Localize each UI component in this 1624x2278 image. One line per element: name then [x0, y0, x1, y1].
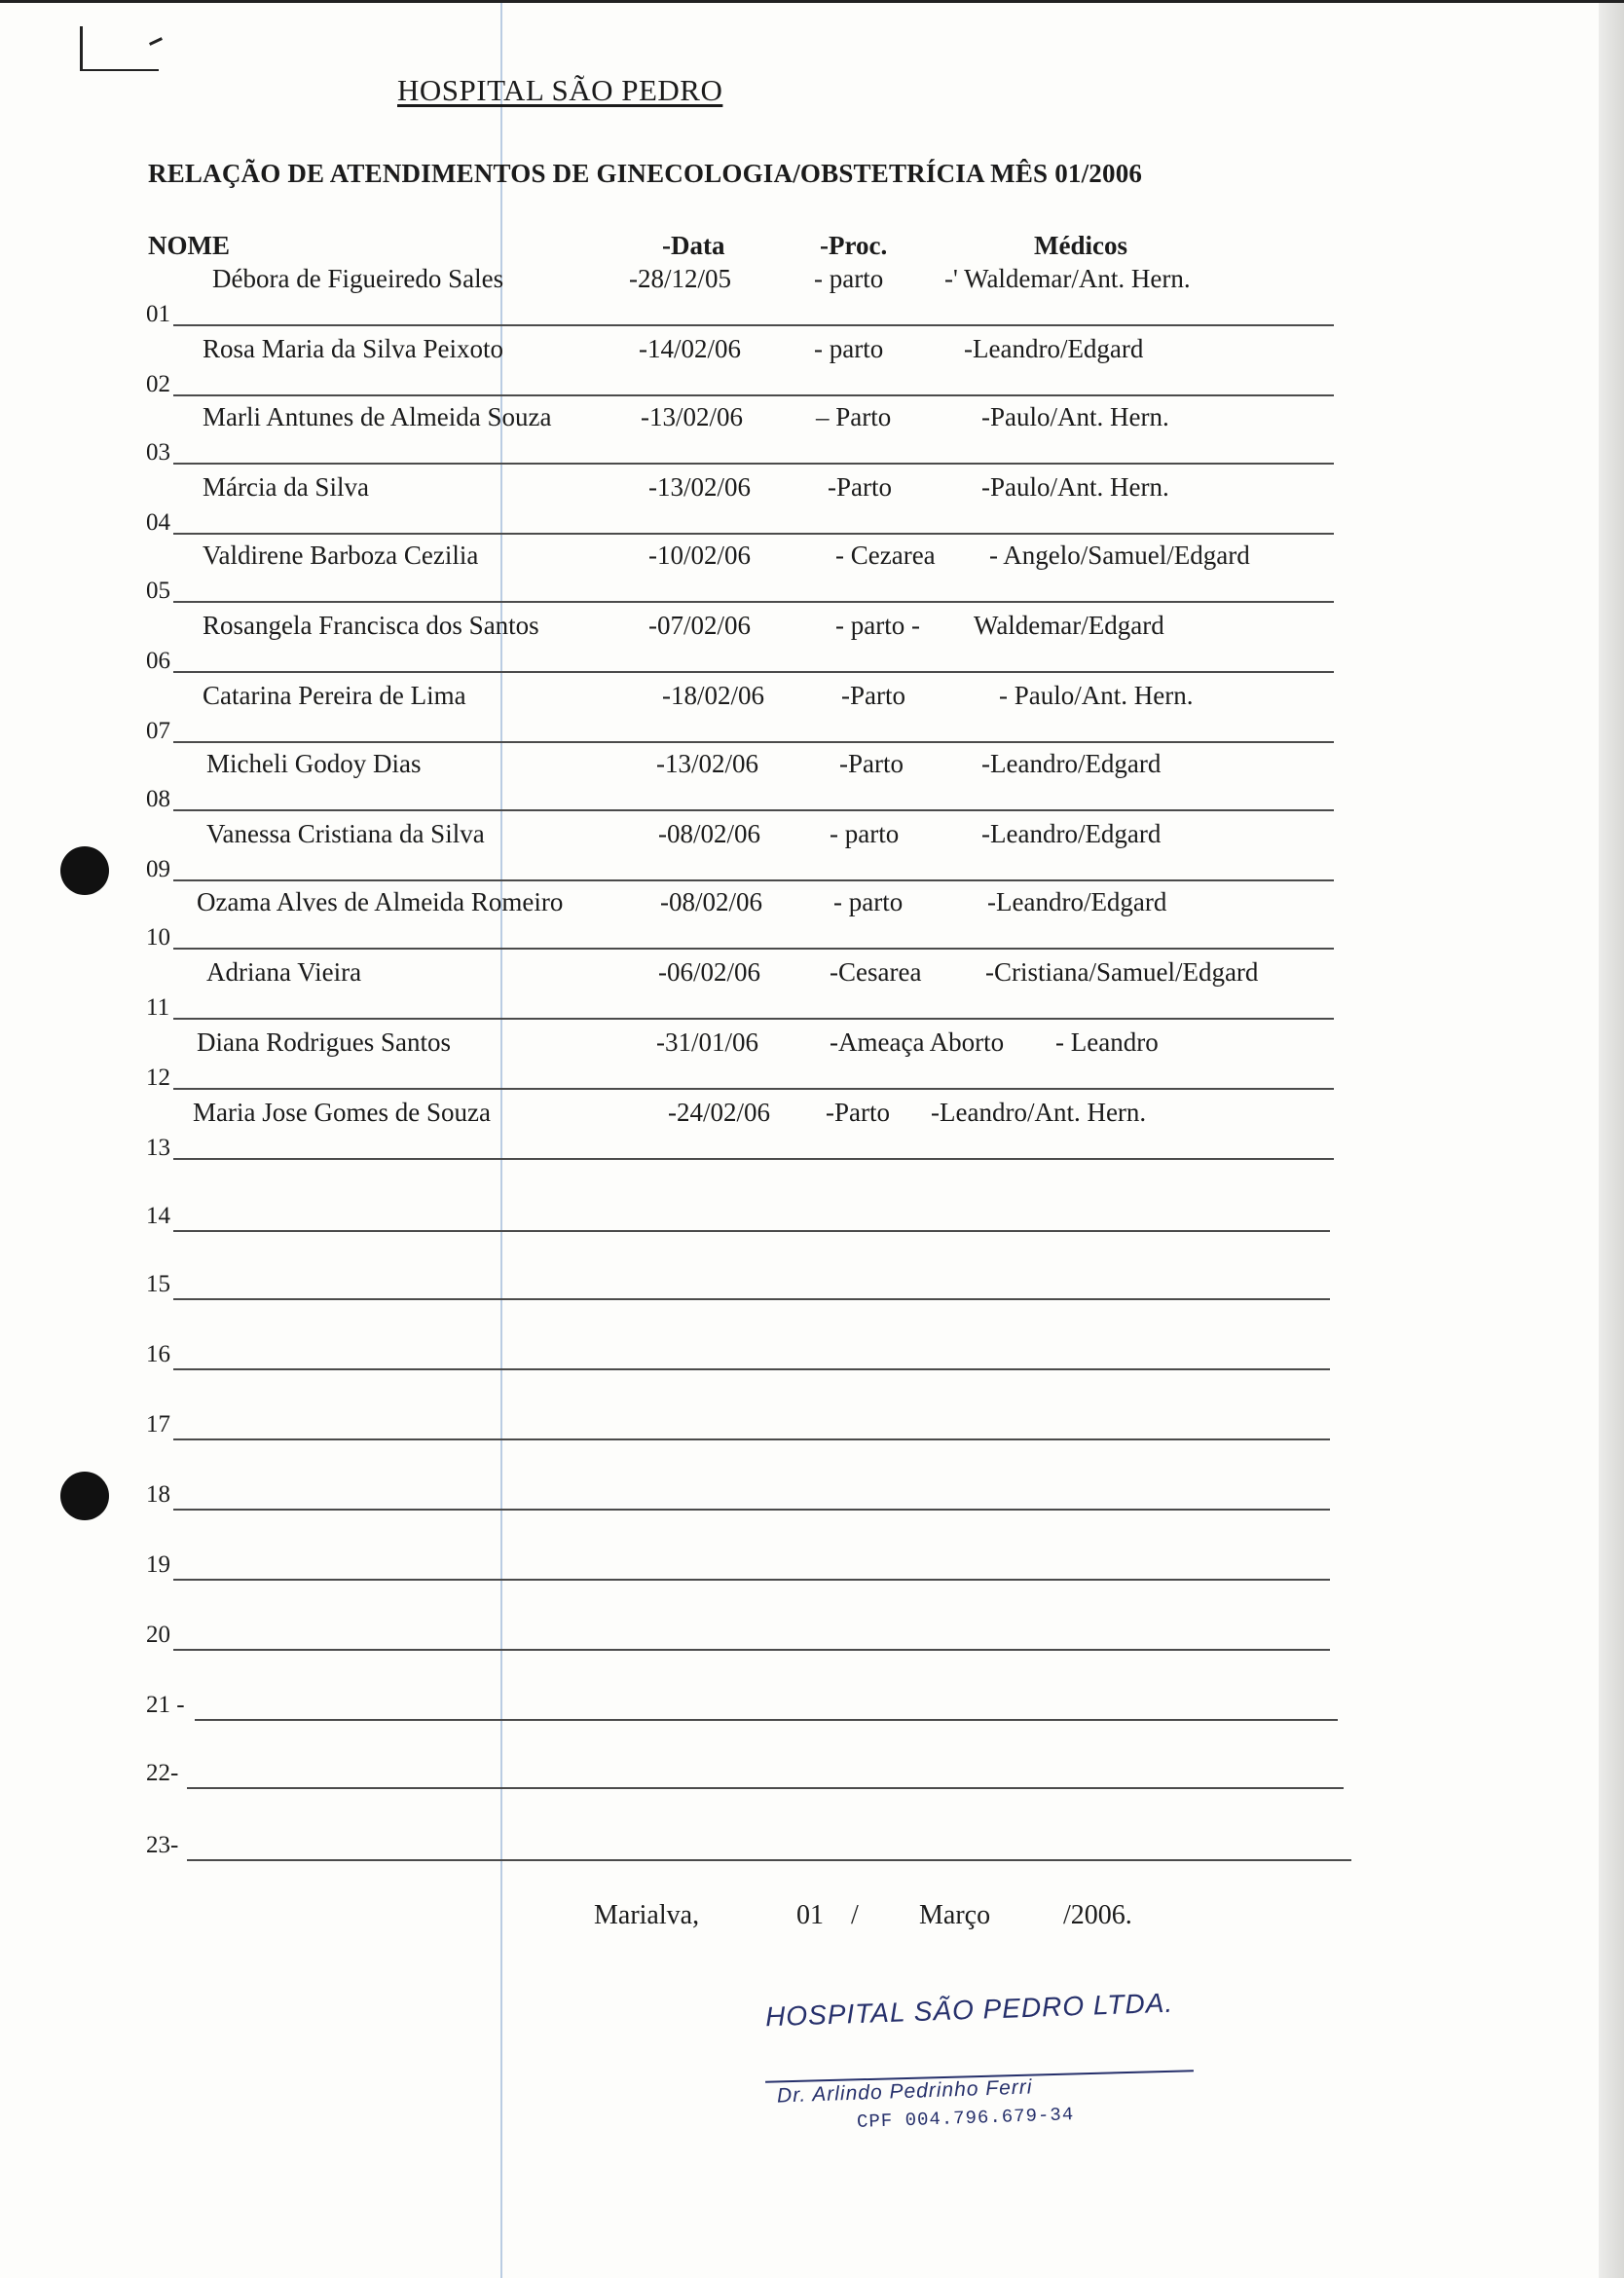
doctors: -Paulo/Ant. Hern. — [981, 472, 1169, 502]
blank-row — [0, 1341, 1624, 1380]
table-row — [0, 541, 1624, 609]
doctors: - Paulo/Ant. Hern. — [999, 681, 1194, 710]
row-rule — [195, 1719, 1338, 1721]
table-row — [0, 1098, 1624, 1166]
table-row — [0, 402, 1624, 470]
row-number: 10 — [146, 924, 170, 951]
table-row — [0, 472, 1624, 541]
row-rule — [173, 1649, 1330, 1651]
column-header-doctors: Médicos — [1034, 231, 1127, 260]
procedure: -Cesarea — [830, 957, 922, 987]
hospital-title: HOSPITAL SÃO PEDRO — [397, 73, 723, 107]
table-row — [0, 1027, 1624, 1096]
row-number: 22- — [146, 1760, 179, 1786]
blank-row — [0, 1622, 1624, 1661]
doctor-cpf: CPF 004.796.679-34 — [856, 2104, 1075, 2133]
patient-name: Valdirene Barboza Cezilia — [203, 541, 479, 570]
attendance-date: -14/02/06 — [639, 334, 741, 363]
company-stamp: HOSPITAL SÃO PEDRO LTDA. — [764, 1987, 1174, 2033]
procedure: -Parto — [828, 472, 892, 502]
attendance-date: -28/12/05 — [629, 264, 731, 293]
procedure: - parto — [833, 887, 904, 916]
row-rule — [187, 1787, 1344, 1789]
attendance-date: -13/02/06 — [648, 472, 751, 502]
patient-name: Márcia da Silva — [203, 472, 369, 502]
row-number: 14 — [146, 1203, 170, 1229]
row-number: 08 — [146, 786, 170, 812]
row-rule — [173, 1579, 1330, 1581]
corner-mark — [80, 26, 159, 71]
blank-row — [0, 1760, 1624, 1799]
patient-name: Catarina Pereira de Lima — [203, 681, 466, 710]
row-rule — [173, 394, 1334, 396]
row-rule — [173, 1018, 1334, 1020]
patient-name: Rosangela Francisca dos Santos — [203, 611, 539, 640]
row-rule — [173, 948, 1334, 950]
doctors: -Leandro/Edgard — [964, 334, 1144, 363]
attendance-date: -24/02/06 — [668, 1098, 770, 1127]
row-number: 18 — [146, 1481, 170, 1508]
row-number: 09 — [146, 856, 170, 882]
row-rule — [173, 533, 1334, 535]
doctors: -Paulo/Ant. Hern. — [981, 402, 1169, 431]
row-rule — [173, 671, 1334, 673]
row-number: 03 — [146, 439, 170, 466]
patient-name: Maria Jose Gomes de Souza — [193, 1098, 491, 1127]
patient-name: Débora de Figueiredo Sales — [212, 264, 504, 293]
procedure: - Cezarea — [835, 541, 936, 570]
procedure: -Parto — [826, 1098, 890, 1127]
patient-name: Rosa Maria da Silva Peixoto — [203, 334, 503, 363]
row-number: 01 — [146, 301, 170, 327]
row-rule — [173, 1298, 1330, 1300]
table-row — [0, 957, 1624, 1026]
row-rule — [173, 1368, 1330, 1370]
row-number: 21 - — [146, 1692, 185, 1718]
procedure: - parto — [814, 264, 884, 293]
row-rule — [173, 1509, 1330, 1511]
blank-row — [0, 1692, 1624, 1731]
row-rule — [173, 463, 1334, 465]
attendance-date: -08/02/06 — [660, 887, 762, 916]
procedure: – Parto — [816, 402, 892, 431]
table-row — [0, 264, 1624, 332]
attendance-date: -31/01/06 — [656, 1027, 758, 1057]
table-row — [0, 611, 1624, 679]
row-rule — [173, 324, 1334, 326]
date-year: /2006. — [1063, 1900, 1132, 1930]
row-rule — [173, 1230, 1330, 1232]
table-row — [0, 334, 1624, 402]
doctors: -Leandro/Edgard — [987, 887, 1167, 916]
column-header-name: NOME — [148, 231, 230, 260]
patient-name: Marli Antunes de Almeida Souza — [203, 402, 552, 431]
doctors: - Leandro — [1055, 1027, 1159, 1057]
place: Marialva, — [594, 1900, 700, 1930]
row-rule — [173, 601, 1334, 603]
procedure: -Parto — [839, 749, 904, 778]
attendance-date: -08/02/06 — [658, 819, 760, 848]
table-row — [0, 681, 1624, 749]
row-rule — [173, 741, 1334, 743]
doctors: -' Waldemar/Ant. Hern. — [944, 264, 1191, 293]
doctors: -Leandro/Edgard — [981, 749, 1162, 778]
row-number: 17 — [146, 1411, 170, 1438]
row-rule — [173, 1438, 1330, 1440]
row-number: 11 — [146, 994, 170, 1021]
row-number: 23- — [146, 1832, 179, 1858]
column-header-proc: -Proc. — [820, 231, 888, 260]
patient-name: Ozama Alves de Almeida Romeiro — [197, 887, 564, 916]
document-title: RELAÇÃO DE ATENDIMENTOS DE GINECOLOGIA/OBSTETRÍCIA MÊS 01/2006 — [148, 159, 1143, 188]
date-day: 01 — [796, 1900, 824, 1930]
procedure: - parto — [814, 334, 884, 363]
date-month: Março — [919, 1900, 991, 1930]
blank-row — [0, 1551, 1624, 1590]
doctors: -Leandro/Edgard — [981, 819, 1162, 848]
row-number: 19 — [146, 1551, 170, 1578]
blank-row — [0, 1203, 1624, 1242]
blank-row — [0, 1271, 1624, 1310]
row-number: 12 — [146, 1064, 170, 1091]
row-rule — [173, 879, 1334, 881]
row-rule — [187, 1859, 1351, 1861]
table-row — [0, 749, 1624, 817]
column-header-date: -Data — [662, 231, 725, 260]
row-number: 07 — [146, 718, 170, 744]
table-row — [0, 887, 1624, 955]
doctors: -Cristiana/Samuel/Edgard — [985, 957, 1259, 987]
table-row — [0, 819, 1624, 887]
doctors: -Leandro/Ant. Hern. — [931, 1098, 1147, 1127]
doctors: - Angelo/Samuel/Edgard — [989, 541, 1250, 570]
blank-row — [0, 1411, 1624, 1450]
row-rule — [173, 809, 1334, 811]
row-number: 20 — [146, 1622, 170, 1648]
row-number: 04 — [146, 509, 170, 536]
attendance-date: -13/02/06 — [641, 402, 743, 431]
row-rule — [173, 1158, 1334, 1160]
patient-name: Vanessa Cristiana da Silva — [206, 819, 485, 848]
attendance-date: -13/02/06 — [656, 749, 758, 778]
procedure: - parto - — [835, 611, 920, 640]
patient-name: Micheli Godoy Dias — [206, 749, 422, 778]
blank-row — [0, 1481, 1624, 1520]
attendance-date: -18/02/06 — [662, 681, 764, 710]
procedure: -Ameaça Aborto — [830, 1027, 1005, 1057]
row-number: 02 — [146, 371, 170, 397]
row-rule — [173, 1088, 1334, 1090]
attendance-date: -10/02/06 — [648, 541, 751, 570]
row-number: 15 — [146, 1271, 170, 1297]
row-number: 06 — [146, 648, 170, 674]
attendance-date: -07/02/06 — [648, 611, 751, 640]
blank-row — [0, 1832, 1624, 1871]
row-number: 13 — [146, 1135, 170, 1161]
date-separator: / — [851, 1900, 859, 1930]
procedure: -Parto — [841, 681, 905, 710]
doctor-stamp: Dr. Arlindo Pedrinho Ferri — [776, 2075, 1033, 2108]
patient-name: Diana Rodrigues Santos — [197, 1027, 451, 1057]
row-number: 16 — [146, 1341, 170, 1367]
attendance-date: -06/02/06 — [658, 957, 760, 987]
doctors: Waldemar/Edgard — [974, 611, 1164, 640]
procedure: - parto — [830, 819, 900, 848]
patient-name: Adriana Vieira — [206, 957, 362, 987]
row-number: 05 — [146, 578, 170, 604]
